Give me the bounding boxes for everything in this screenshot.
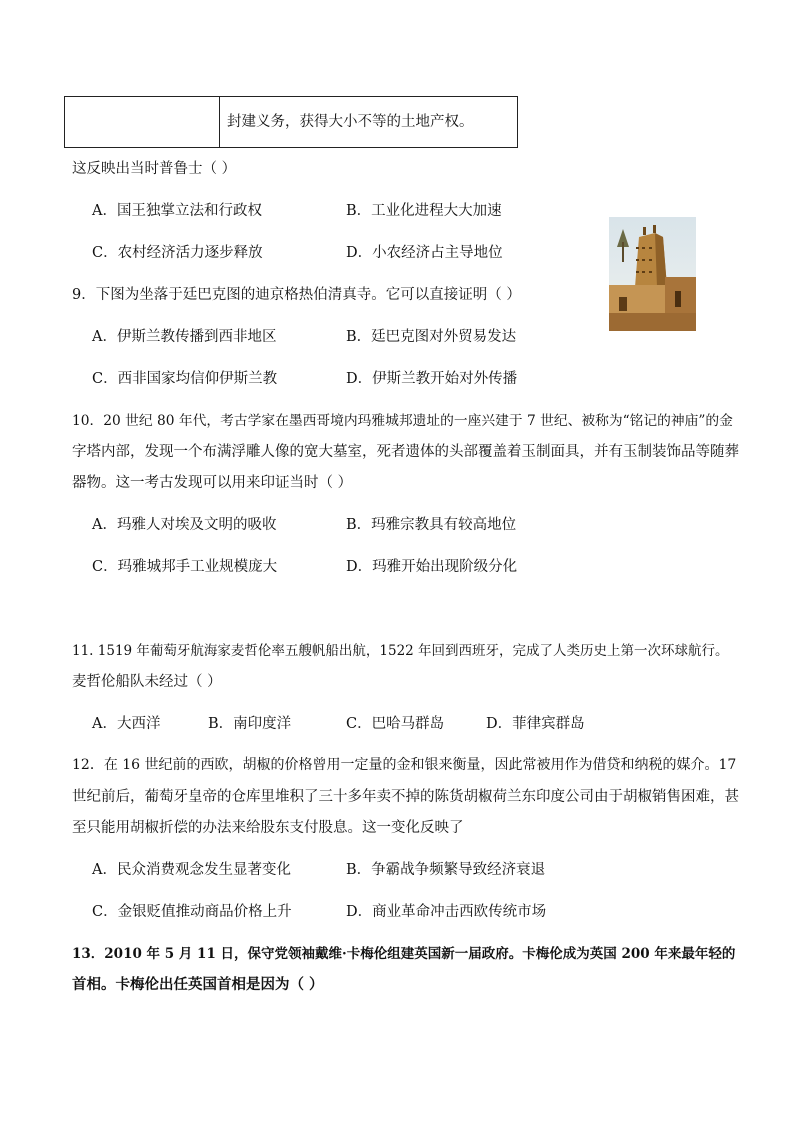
q11-option-d[interactable]: D．菲律宾群岛 (486, 716, 585, 732)
q11-stem-line1: 11. 1519 年葡萄牙航海家麦哲伦率五艘帆船出航，1522 年回到西班牙，完成了人类历史上第一次环球航行。 (72, 643, 729, 659)
table-column-divider (219, 97, 220, 147)
q11-option-b[interactable]: B．南印度洋 (208, 716, 292, 732)
q10-stem-line2: 字塔内部，发现一个布满浮雕人像的宽大墓室，死者遗体的头部覆盖着玉制面具，并有玉制装饰品等随葬 (72, 444, 739, 460)
table-cell-text: 封建义务，获得大小不等的土地产权。 (227, 114, 474, 130)
q9-option-c[interactable]: C．西非国家均信仰伊斯兰教 (92, 371, 278, 387)
q8-stem: 这反映出当时普鲁士（ ） (72, 161, 237, 177)
q10-stem-line3: 器物。这一考古发现可以用来印证当时（ ） (72, 475, 353, 491)
q10-option-b[interactable]: B．玛雅宗教具有较高地位 (346, 517, 517, 533)
q9-option-d[interactable]: D．伊斯兰教开始对外传播 (346, 371, 518, 387)
q12-stem-line2: 世纪前后，葡萄牙皇帝的仓库里堆积了三十多年卖不掉的陈货胡椒荷兰东印度公司由于胡椒销售困难，甚 (72, 789, 739, 805)
q8-option-b[interactable]: B．工业化进程大大加速 (346, 203, 502, 219)
q11-option-a[interactable]: A．大西洋 (92, 716, 161, 732)
q12-option-d[interactable]: D．商业革命冲击西欧传统市场 (346, 904, 547, 920)
q12-stem-line3: 至只能用胡椒折偿的办法来给股东支付股息。这一变化反映了 (72, 820, 464, 836)
q9-stem: 9．下图为坐落于廷巴克图的迪京格热伯清真寺。它可以直接证明（ ） (72, 287, 521, 303)
q12-option-a[interactable]: A．民众消费观念发生显著变化 (92, 862, 291, 878)
q13-stem-line1: 13．2010 年 5 月 11 日，保守党领袖戴维·卡梅伦组建英国新一届政府。卡梅伦成为英国 200 年来最年轻的 (72, 946, 736, 962)
q13-stem-line2: 首相。卡梅伦出任英国首相是因为（ ） (72, 976, 324, 993)
q12-stem-line1: 12．在 16 世纪前的西欧，胡椒的价格曾用一定量的金和银来衡量，因此常被用作为借贷和纳税的媒介。17 (72, 757, 737, 773)
mosque-image (609, 217, 696, 331)
q11-option-c[interactable]: C．巴哈马群岛 (346, 716, 445, 732)
q10-option-a[interactable]: A．玛雅人对埃及文明的吸收 (92, 517, 277, 533)
q8-option-a[interactable]: A．国王独掌立法和行政权 (92, 203, 262, 219)
table-fragment (64, 96, 518, 148)
mosque-photo-icon (609, 217, 696, 331)
q9-option-b[interactable]: B．廷巴克图对外贸易发达 (346, 329, 517, 345)
q10-option-c[interactable]: C．玛雅城邦手工业规模庞大 (92, 559, 278, 575)
q12-option-b[interactable]: B．争霸战争频繁导致经济衰退 (346, 862, 546, 878)
q8-option-c[interactable]: C．农村经济活力逐步释放 (92, 245, 263, 261)
q8-option-d[interactable]: D．小农经济占主导地位 (346, 245, 503, 261)
q10-stem-line1: 10．20 世纪 80 年代，考古学家在墨西哥境内玛雅城邦遗址的一座兴建于 7 世纪、被称为“铭记的神庙”的金 (72, 413, 733, 429)
q10-option-d[interactable]: D．玛雅开始出现阶级分化 (346, 559, 518, 575)
q9-option-a[interactable]: A．伊斯兰教传播到西非地区 (92, 329, 277, 345)
q11-stem-line2: 麦哲伦船队未经过（ ） (72, 674, 222, 690)
q12-option-c[interactable]: C．金银贬值推动商品价格上升 (92, 904, 292, 920)
